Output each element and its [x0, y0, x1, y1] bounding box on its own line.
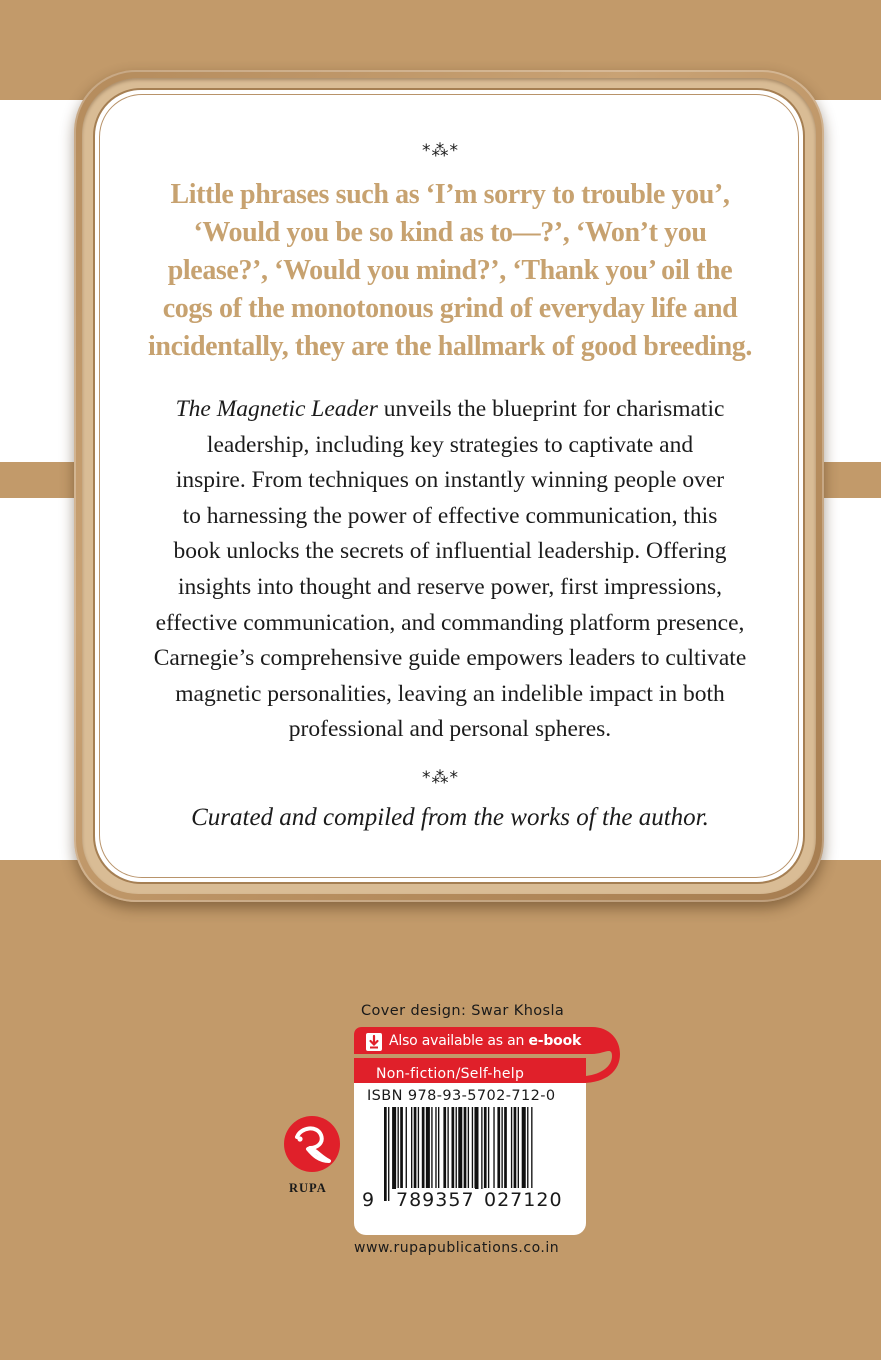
book-title: The Magnetic Leader	[175, 396, 378, 422]
description-line	[110, 392, 790, 428]
genre-label: Non-fiction/Self-help	[376, 1066, 525, 1082]
publisher-logo-text: RUPA	[289, 1181, 327, 1195]
description-line: magnetic personalities, leaving an indelible impact in both	[175, 680, 725, 707]
quote-line: ‘Would you be so kind as to—?’, ‘Won’t you	[193, 217, 707, 248]
description-line: professional and personal spheres.	[288, 716, 612, 743]
barcode	[384, 1107, 574, 1201]
isbn-label: ISBN 978-93-5702-712-0	[367, 1088, 556, 1104]
quote-line: Little phrases such as ‘I’m sorry to trouble you’,	[170, 179, 730, 210]
description-line: book unlocks the secrets of influential leadership. Offering	[173, 538, 727, 565]
quote-line: incidentally, they are the hallmark of good breeding.	[148, 331, 752, 362]
publisher-website[interactable]: www.rupapublications.co.in	[354, 1240, 560, 1256]
description-line: leadership, including key strategies to captivate and	[206, 431, 694, 458]
description-line: effective communication, and commanding platform presence,	[155, 609, 745, 636]
description-line: to harnessing the power of effective communication, this	[182, 502, 718, 529]
ebook-prefix: Also available as an	[389, 1033, 529, 1049]
barcode-digit-first: 9	[362, 1189, 376, 1211]
rupa-logo-icon	[283, 1115, 341, 1173]
description-line: Carnegie’s comprehensive guide empowers leaders to cultivate	[153, 645, 747, 672]
pull-quote	[110, 176, 790, 366]
download-device-icon	[365, 1032, 383, 1052]
curated-note: Curated and compiled from the works of the author.	[191, 804, 709, 831]
book-description	[110, 392, 790, 748]
ornament-bottom: *⁂*	[422, 768, 459, 788]
quote-line: please?’, ‘Would you mind?’, ‘Thank you’ oil the	[167, 255, 733, 286]
barcode-digits-left: 789357	[396, 1189, 475, 1211]
ornament-top: *⁂*	[422, 141, 459, 161]
barcode-digits-right: 027120	[484, 1189, 563, 1211]
ebook-highlight: e-book	[528, 1033, 582, 1049]
description-text: unveils the blueprint for charismatic	[377, 396, 725, 422]
description-line: inspire. From techniques on instantly winning people over	[175, 467, 725, 494]
ebook-label	[389, 1033, 581, 1049]
description-line: insights into thought and reserve power, first impressions,	[177, 573, 723, 600]
cover-credit: Cover design: Swar Khosla	[361, 1003, 565, 1019]
quote-line: cogs of the monotonous grind of everyday life and	[162, 293, 738, 324]
